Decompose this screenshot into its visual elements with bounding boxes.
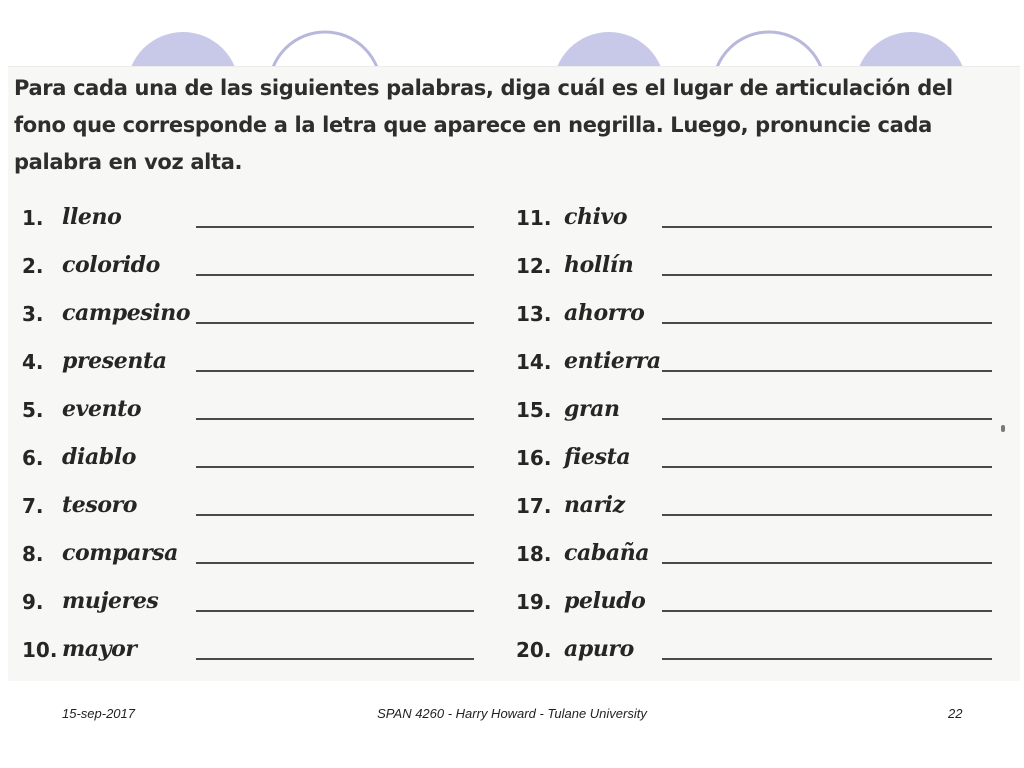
exercise-number: 19. bbox=[516, 590, 552, 614]
exercise-number: 8. bbox=[22, 542, 44, 566]
answer-line bbox=[196, 514, 474, 516]
exercise-word: entierra bbox=[564, 348, 661, 374]
exercise-word: mayor bbox=[62, 636, 137, 662]
instructions-text: Para cada una de las siguientes palabras, diga cuál es el lugar de articulación del fono que corresponde a la letra que aparece en negrilla. Luego, pronuncie cada palabra en voz alta. bbox=[14, 76, 953, 174]
answer-line bbox=[196, 562, 474, 564]
answer-line bbox=[196, 274, 474, 276]
answer-line bbox=[662, 466, 992, 468]
scan-speck bbox=[1001, 425, 1005, 432]
answer-line bbox=[662, 226, 992, 228]
exercise-number: 14. bbox=[516, 350, 552, 374]
exercise-number: 20. bbox=[516, 638, 552, 662]
answer-line bbox=[662, 562, 992, 564]
exercise-word: gran bbox=[564, 396, 620, 422]
exercise-word: colorido bbox=[62, 252, 160, 278]
exercise-number: 1. bbox=[22, 206, 44, 230]
exercise-number: 12. bbox=[516, 254, 552, 278]
exercise-word: lleno bbox=[62, 204, 122, 230]
answer-line bbox=[662, 514, 992, 516]
exercise-word: fiesta bbox=[564, 444, 631, 470]
exercise-number: 18. bbox=[516, 542, 552, 566]
exercise-number: 17. bbox=[516, 494, 552, 518]
answer-line bbox=[662, 610, 992, 612]
exercise-number: 2. bbox=[22, 254, 44, 278]
footer-page-number: 22 bbox=[948, 706, 963, 721]
footer-course-credit: SPAN 4260 - Harry Howard - Tulane University bbox=[377, 706, 647, 721]
exercise-word: evento bbox=[62, 396, 142, 422]
answer-line bbox=[662, 658, 992, 660]
exercise-number: 13. bbox=[516, 302, 552, 326]
exercise-number: 5. bbox=[22, 398, 44, 422]
exercise-word: ahorro bbox=[564, 300, 645, 326]
exercise-number: 11. bbox=[516, 206, 552, 230]
exercise-number: 10. bbox=[22, 638, 58, 662]
answer-line bbox=[196, 466, 474, 468]
exercise-word: comparsa bbox=[62, 540, 179, 566]
exercise-number: 3. bbox=[22, 302, 44, 326]
exercise-number: 9. bbox=[22, 590, 44, 614]
exercise-word: apuro bbox=[564, 636, 634, 662]
answer-line bbox=[196, 658, 474, 660]
answer-line bbox=[662, 370, 992, 372]
exercise-number: 15. bbox=[516, 398, 552, 422]
answer-line bbox=[196, 322, 474, 324]
exercise-word: hollín bbox=[564, 252, 634, 278]
answer-line bbox=[196, 370, 474, 372]
exercise-number: 4. bbox=[22, 350, 44, 374]
answer-line bbox=[196, 226, 474, 228]
exercise-word: peludo bbox=[564, 588, 646, 614]
exercise-word: presenta bbox=[62, 348, 167, 374]
exercise-number: 6. bbox=[22, 446, 44, 470]
exercise-number: 7. bbox=[22, 494, 44, 518]
exercise-word: chivo bbox=[564, 204, 628, 230]
exercise-number: 16. bbox=[516, 446, 552, 470]
exercise-word: mujeres bbox=[62, 588, 159, 614]
exercise-word: cabaña bbox=[564, 540, 650, 566]
exercise-word: nariz bbox=[564, 492, 625, 518]
answer-line bbox=[196, 418, 474, 420]
exercise-word: campesino bbox=[62, 300, 191, 326]
exercise-word: diablo bbox=[62, 444, 137, 470]
exercise-word: tesoro bbox=[62, 492, 138, 518]
answer-line bbox=[662, 418, 992, 420]
answer-line bbox=[662, 322, 992, 324]
answer-line bbox=[662, 274, 992, 276]
answer-line bbox=[196, 610, 474, 612]
footer-date: 15-sep-2017 bbox=[62, 706, 135, 721]
